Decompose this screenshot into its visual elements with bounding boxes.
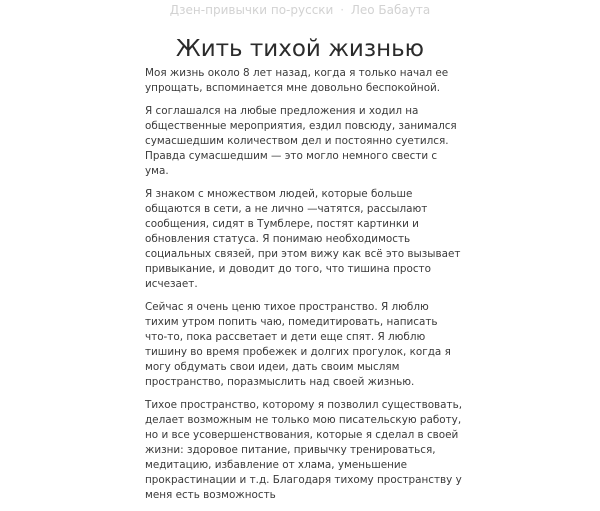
article-title: Жить тихой жизнью [175, 36, 425, 62]
article-paragraph: Я знаком с множеством людей, которые больше общаются в сети, а не лично —чатятся, рассылают сообщения, сидят в Тумблере, постят картинки и обновления статуса. Я понимаю необходимость социальных связей, при этом вижу как всё это вызывает привыкание, и доводит до того, что тишина просто исчезает. [145, 188, 461, 290]
author-link[interactable]: Лео Бабаута [350, 3, 431, 17]
article-body [145, 66, 463, 511]
article-paragraph: Я соглашался на любые предложения и ходил на общественные мероприятия, ездил повсюду, занимался сумасшедшим количеством дел и постоянно суетился. Правда сумасшедшим — это могло немного свести с ума. [145, 105, 457, 177]
article-paragraph: Моя жизнь около 8 лет назад, когда я только начал ее упрощать, вспоминается мне довольно беспокойной. [145, 67, 449, 94]
article-paragraph: Сейчас я очень ценю тихое пространство. Я люблю тихим утром попить чаю, помедитировать, написать что-то, пока рассветает и дети еще спят. Я люблю тишину во время пробежек и долгих прогулок, когда я могу обдумать свои идеи, дать своим мыслям пространство, поразмыслить над своей жизнью. [145, 301, 451, 388]
article-paragraph: Тихое пространство, которому я позволил существовать, делает возможным не только мою писательскую работу, но и все усовершенствования, которые я сделал в своей жизни: здоровое питание, привычку тренироваться, медитацию, избавление от хлама, уменьшение прокрастинации и т.д. Благодаря тихому пространству у меня есть возможность [145, 399, 463, 501]
site-title-link[interactable]: Дзен-привычки по-русски [169, 3, 334, 17]
site-header [0, 0, 600, 22]
header-separator: · [340, 3, 345, 17]
